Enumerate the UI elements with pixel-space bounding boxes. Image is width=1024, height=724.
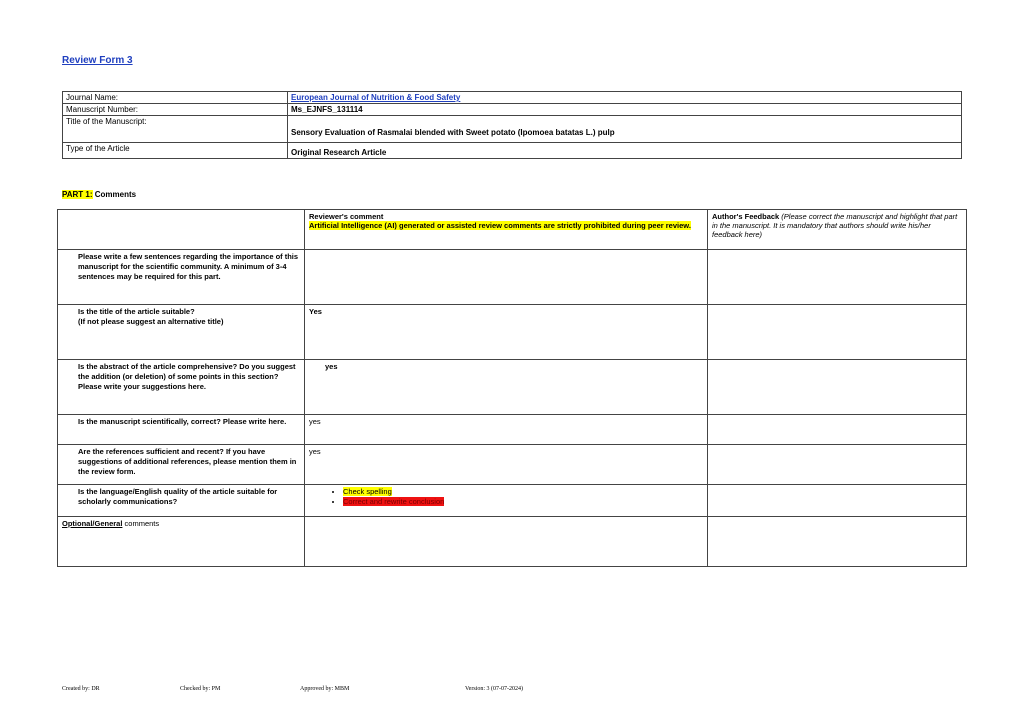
question-references: Are the references sufficient and recent? If you have suggestions of additional references, please mention them in the review form.: [58, 445, 305, 485]
part1-prefix: PART 1:: [62, 190, 93, 199]
author-feedback-cell[interactable]: [708, 305, 967, 360]
footer-checked: Checked by: PM: [180, 686, 221, 692]
manuscript-number-value: Ms_EJNFS_131114: [288, 104, 962, 116]
reviewer-answer[interactable]: [305, 485, 708, 517]
author-feedback-cell[interactable]: [708, 485, 967, 517]
bullet-check-spelling: Check spelling: [343, 487, 392, 496]
article-type-label: Type of the Article: [63, 143, 288, 159]
manuscript-number-row: [63, 104, 962, 116]
author-feedback-cell[interactable]: [708, 445, 967, 485]
optional-general-label: Optional/General: [62, 519, 123, 528]
part1-label: Comments: [92, 190, 137, 199]
form-title[interactable]: Review Form 3: [62, 55, 133, 66]
journal-label: Journal Name:: [63, 92, 288, 104]
reviewer-answer[interactable]: [305, 250, 708, 305]
optional-reviewer-cell[interactable]: [305, 517, 708, 567]
bullet-rewrite-conclusion: Correct and rewrite conclusion: [343, 496, 445, 506]
optional-comments-suffix: comments: [122, 519, 160, 528]
article-type-row: [63, 143, 962, 159]
manuscript-title-value: Sensory Evaluation of Rasmalai blended with Sweet potato (Ipomoea batatas L.) pulp: [288, 116, 962, 143]
optional-comments-label: [58, 517, 305, 567]
reviewer-answer[interactable]: yes: [305, 445, 708, 485]
author-feedback-cell[interactable]: [708, 360, 967, 415]
comments-table: [57, 209, 967, 567]
manuscript-number-label: Manuscript Number:: [63, 104, 288, 116]
author-feedback-cell[interactable]: [708, 415, 967, 445]
manuscript-title-label: Title of the Manuscript:: [63, 116, 288, 143]
table-row: [58, 305, 967, 360]
question-abstract: Is the abstract of the article comprehensive? Do you suggest the addition (or deletion) of some points in this section? Please write your suggestions here.: [58, 360, 305, 415]
part1-heading: [62, 190, 136, 199]
list-item: [343, 497, 703, 507]
author-header-cell: [708, 210, 967, 250]
journal-row: [63, 92, 962, 104]
author-feedback-note: (Please correct the manuscript and highlight that part in the manuscript. It is mandatory that authors should write his/her feedback here): [712, 212, 958, 239]
question-scientific: Is the manuscript scientifically, correct? Please write here.: [58, 415, 305, 445]
question-title: Is the title of the article suitable? (If not please suggest an alternative title): [58, 305, 305, 360]
table-row: [58, 360, 967, 415]
ai-notice: Artificial Intelligence (AI) generated or assisted review comments are strictly prohibited during peer review.: [309, 221, 691, 230]
footer-approved: Approved by: MBM: [300, 686, 350, 692]
table-row: [58, 415, 967, 445]
language-bullet-list: [309, 487, 703, 507]
reviewer-header-cell: [305, 210, 708, 250]
list-item: [343, 487, 703, 497]
author-feedback-header: Author's Feedback: [712, 212, 780, 221]
manuscript-title-row: [63, 116, 962, 143]
comments-header-row: [58, 210, 967, 250]
author-feedback-cell[interactable]: [708, 250, 967, 305]
question-importance: Please write a few sentences regarding the importance of this manuscript for the scientific community. A minimum of 3-4 sentences may be required for this part.: [58, 250, 305, 305]
journal-name-link[interactable]: European Journal of Nutrition & Food Safety: [291, 93, 461, 102]
table-row: [58, 445, 967, 485]
manuscript-info-table: [62, 91, 962, 159]
question-language: Is the language/English quality of the article suitable for scholarly communications?: [58, 485, 305, 517]
optional-author-cell[interactable]: [708, 517, 967, 567]
table-row: [58, 485, 967, 517]
reviewer-comment-header: Reviewer's comment: [309, 212, 384, 221]
reviewer-answer[interactable]: yes: [305, 415, 708, 445]
header-empty-cell: [58, 210, 305, 250]
optional-comments-row: [58, 517, 967, 567]
footer-created: Created by: DR: [62, 686, 100, 692]
reviewer-answer[interactable]: yes: [305, 360, 708, 415]
table-row: [58, 250, 967, 305]
reviewer-answer[interactable]: Yes: [305, 305, 708, 360]
article-type-value: Original Research Article: [288, 143, 962, 159]
footer-version: Version: 3 (07-07-2024): [465, 686, 523, 692]
